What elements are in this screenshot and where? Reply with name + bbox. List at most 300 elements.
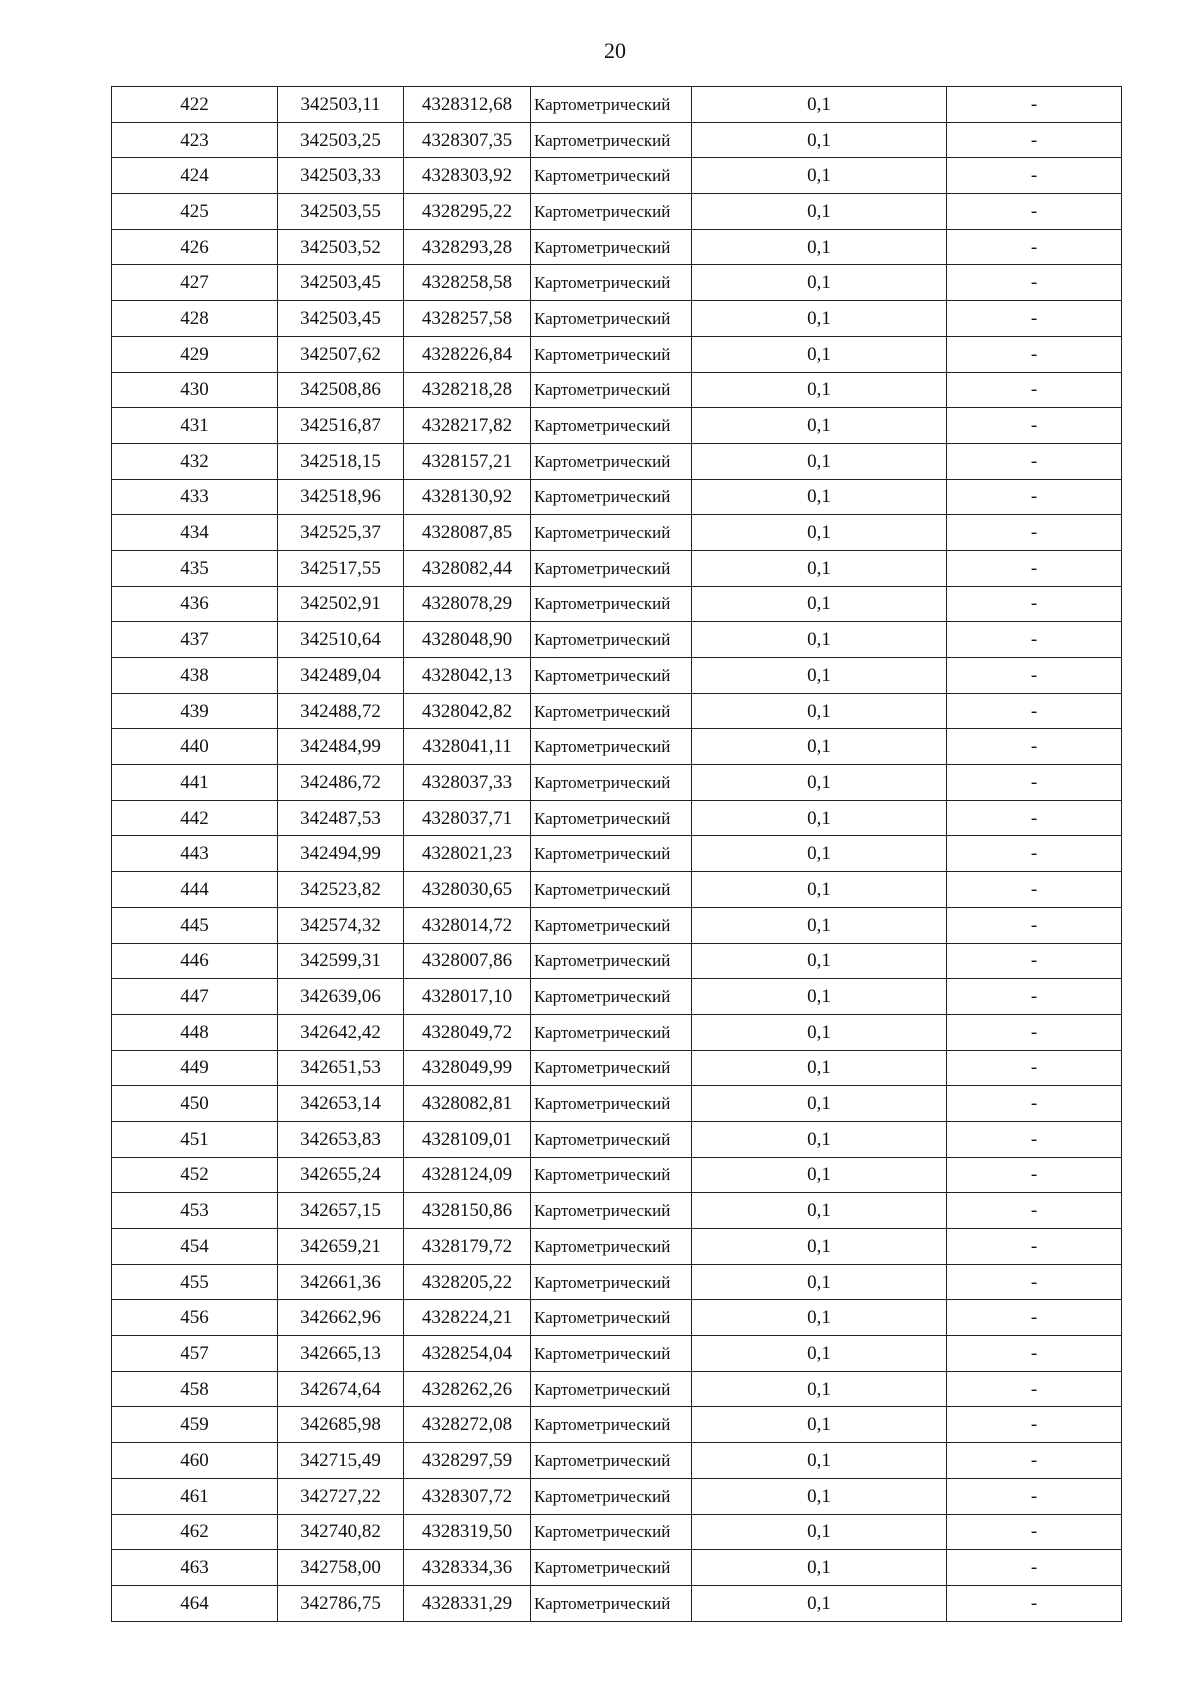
point-number-cell: 464 — [112, 1585, 278, 1621]
note-cell: - — [947, 1086, 1122, 1122]
note-cell: - — [947, 1514, 1122, 1550]
accuracy-cell: 0,1 — [692, 479, 947, 515]
y-coordinate-cell: 4328272,08 — [404, 1407, 531, 1443]
y-coordinate-cell: 4328297,59 — [404, 1443, 531, 1479]
method-cell: Картометрический — [531, 586, 692, 622]
table-row — [112, 1585, 1122, 1621]
x-coordinate-cell: 342508,86 — [278, 372, 404, 408]
table-row — [112, 979, 1122, 1015]
point-number-cell: 432 — [112, 443, 278, 479]
y-coordinate-cell: 4328307,72 — [404, 1478, 531, 1514]
accuracy-cell: 0,1 — [692, 586, 947, 622]
y-coordinate-cell: 4328262,26 — [404, 1371, 531, 1407]
accuracy-cell: 0,1 — [692, 872, 947, 908]
method-cell: Картометрический — [531, 943, 692, 979]
x-coordinate-cell: 342661,36 — [278, 1264, 404, 1300]
x-coordinate-cell: 342503,52 — [278, 229, 404, 265]
method-cell: Картометрический — [531, 515, 692, 551]
method-cell: Картометрический — [531, 372, 692, 408]
accuracy-cell: 0,1 — [692, 87, 947, 123]
note-cell: - — [947, 122, 1122, 158]
note-cell: - — [947, 1121, 1122, 1157]
x-coordinate-cell: 342758,00 — [278, 1550, 404, 1586]
y-coordinate-cell: 4328218,28 — [404, 372, 531, 408]
note-cell: - — [947, 443, 1122, 479]
accuracy-cell: 0,1 — [692, 408, 947, 444]
y-coordinate-cell: 4328226,84 — [404, 336, 531, 372]
x-coordinate-cell: 342599,31 — [278, 943, 404, 979]
table-row — [112, 336, 1122, 372]
method-cell: Картометрический — [531, 1157, 692, 1193]
x-coordinate-cell: 342502,91 — [278, 586, 404, 622]
note-cell: - — [947, 301, 1122, 337]
coordinates-table — [111, 86, 1122, 1622]
x-coordinate-cell: 342657,15 — [278, 1193, 404, 1229]
point-number-cell: 431 — [112, 408, 278, 444]
note-cell: - — [947, 872, 1122, 908]
y-coordinate-cell: 4328157,21 — [404, 443, 531, 479]
accuracy-cell: 0,1 — [692, 836, 947, 872]
table-row — [112, 1371, 1122, 1407]
table-row — [112, 1407, 1122, 1443]
x-coordinate-cell: 342525,37 — [278, 515, 404, 551]
y-coordinate-cell: 4328021,23 — [404, 836, 531, 872]
table-row — [112, 158, 1122, 194]
y-coordinate-cell: 4328150,86 — [404, 1193, 531, 1229]
method-cell: Картометрический — [531, 194, 692, 230]
note-cell: - — [947, 1050, 1122, 1086]
method-cell: Картометрический — [531, 550, 692, 586]
y-coordinate-cell: 4328042,82 — [404, 693, 531, 729]
table-row — [112, 87, 1122, 123]
note-cell: - — [947, 765, 1122, 801]
accuracy-cell: 0,1 — [692, 122, 947, 158]
accuracy-cell: 0,1 — [692, 1300, 947, 1336]
note-cell: - — [947, 1336, 1122, 1372]
x-coordinate-cell: 342503,45 — [278, 301, 404, 337]
method-cell: Картометрический — [531, 1193, 692, 1229]
x-coordinate-cell: 342503,55 — [278, 194, 404, 230]
x-coordinate-cell: 342642,42 — [278, 1014, 404, 1050]
table-row — [112, 122, 1122, 158]
point-number-cell: 426 — [112, 229, 278, 265]
y-coordinate-cell: 4328049,72 — [404, 1014, 531, 1050]
method-cell: Картометрический — [531, 1371, 692, 1407]
y-coordinate-cell: 4328295,22 — [404, 194, 531, 230]
y-coordinate-cell: 4328014,72 — [404, 907, 531, 943]
y-coordinate-cell: 4328205,22 — [404, 1264, 531, 1300]
point-number-cell: 436 — [112, 586, 278, 622]
table-row — [112, 693, 1122, 729]
accuracy-cell: 0,1 — [692, 765, 947, 801]
x-coordinate-cell: 342503,25 — [278, 122, 404, 158]
x-coordinate-cell: 342503,33 — [278, 158, 404, 194]
method-cell: Картометрический — [531, 979, 692, 1015]
y-coordinate-cell: 4328258,58 — [404, 265, 531, 301]
table-row — [112, 1550, 1122, 1586]
note-cell: - — [947, 836, 1122, 872]
accuracy-cell: 0,1 — [692, 1086, 947, 1122]
table-row — [112, 229, 1122, 265]
note-cell: - — [947, 979, 1122, 1015]
method-cell: Картометрический — [531, 836, 692, 872]
table-row — [112, 443, 1122, 479]
table-row — [112, 408, 1122, 444]
point-number-cell: 433 — [112, 479, 278, 515]
table-row — [112, 515, 1122, 551]
x-coordinate-cell: 342662,96 — [278, 1300, 404, 1336]
table-row — [112, 1229, 1122, 1265]
x-coordinate-cell: 342727,22 — [278, 1478, 404, 1514]
point-number-cell: 462 — [112, 1514, 278, 1550]
method-cell: Картометрический — [531, 265, 692, 301]
table-row — [112, 1336, 1122, 1372]
y-coordinate-cell: 4328087,85 — [404, 515, 531, 551]
accuracy-cell: 0,1 — [692, 729, 947, 765]
method-cell: Картометрический — [531, 693, 692, 729]
point-number-cell: 427 — [112, 265, 278, 301]
point-number-cell: 459 — [112, 1407, 278, 1443]
y-coordinate-cell: 4328109,01 — [404, 1121, 531, 1157]
table-row — [112, 800, 1122, 836]
y-coordinate-cell: 4328224,21 — [404, 1300, 531, 1336]
x-coordinate-cell: 342494,99 — [278, 836, 404, 872]
y-coordinate-cell: 4328124,09 — [404, 1157, 531, 1193]
note-cell: - — [947, 1407, 1122, 1443]
y-coordinate-cell: 4328007,86 — [404, 943, 531, 979]
x-coordinate-cell: 342674,64 — [278, 1371, 404, 1407]
note-cell: - — [947, 1157, 1122, 1193]
table-row — [112, 194, 1122, 230]
note-cell: - — [947, 1371, 1122, 1407]
note-cell: - — [947, 1585, 1122, 1621]
x-coordinate-cell: 342685,98 — [278, 1407, 404, 1443]
y-coordinate-cell: 4328049,99 — [404, 1050, 531, 1086]
accuracy-cell: 0,1 — [692, 693, 947, 729]
point-number-cell: 423 — [112, 122, 278, 158]
method-cell: Картометрический — [531, 87, 692, 123]
page-number: 20 — [604, 38, 626, 63]
x-coordinate-cell: 342503,11 — [278, 87, 404, 123]
note-cell: - — [947, 800, 1122, 836]
point-number-cell: 460 — [112, 1443, 278, 1479]
accuracy-cell: 0,1 — [692, 265, 947, 301]
point-number-cell: 428 — [112, 301, 278, 337]
accuracy-cell: 0,1 — [692, 158, 947, 194]
method-cell: Картометрический — [531, 622, 692, 658]
point-number-cell: 461 — [112, 1478, 278, 1514]
note-cell: - — [947, 265, 1122, 301]
y-coordinate-cell: 4328037,71 — [404, 800, 531, 836]
y-coordinate-cell: 4328319,50 — [404, 1514, 531, 1550]
point-number-cell: 434 — [112, 515, 278, 551]
table-row — [112, 301, 1122, 337]
accuracy-cell: 0,1 — [692, 943, 947, 979]
point-number-cell: 440 — [112, 729, 278, 765]
table-row — [112, 1086, 1122, 1122]
y-coordinate-cell: 4328082,81 — [404, 1086, 531, 1122]
point-number-cell: 458 — [112, 1371, 278, 1407]
x-coordinate-cell: 342653,14 — [278, 1086, 404, 1122]
point-number-cell: 449 — [112, 1050, 278, 1086]
accuracy-cell: 0,1 — [692, 1478, 947, 1514]
point-number-cell: 443 — [112, 836, 278, 872]
point-number-cell: 445 — [112, 907, 278, 943]
point-number-cell: 437 — [112, 622, 278, 658]
note-cell: - — [947, 586, 1122, 622]
accuracy-cell: 0,1 — [692, 515, 947, 551]
table-row — [112, 1478, 1122, 1514]
note-cell: - — [947, 658, 1122, 694]
accuracy-cell: 0,1 — [692, 622, 947, 658]
method-cell: Картометрический — [531, 1443, 692, 1479]
x-coordinate-cell: 342655,24 — [278, 1157, 404, 1193]
note-cell: - — [947, 372, 1122, 408]
method-cell: Картометрический — [531, 1086, 692, 1122]
method-cell: Картометрический — [531, 1229, 692, 1265]
table-row — [112, 1300, 1122, 1336]
x-coordinate-cell: 342639,06 — [278, 979, 404, 1015]
table-row — [112, 1514, 1122, 1550]
accuracy-cell: 0,1 — [692, 658, 947, 694]
note-cell: - — [947, 693, 1122, 729]
x-coordinate-cell: 342523,82 — [278, 872, 404, 908]
accuracy-cell: 0,1 — [692, 1550, 947, 1586]
y-coordinate-cell: 4328293,28 — [404, 229, 531, 265]
accuracy-cell: 0,1 — [692, 1157, 947, 1193]
accuracy-cell: 0,1 — [692, 1050, 947, 1086]
point-number-cell: 450 — [112, 1086, 278, 1122]
x-coordinate-cell: 342740,82 — [278, 1514, 404, 1550]
x-coordinate-cell: 342517,55 — [278, 550, 404, 586]
x-coordinate-cell: 342487,53 — [278, 800, 404, 836]
y-coordinate-cell: 4328042,13 — [404, 658, 531, 694]
table-row — [112, 1157, 1122, 1193]
x-coordinate-cell: 342484,99 — [278, 729, 404, 765]
method-cell: Картометрический — [531, 800, 692, 836]
note-cell: - — [947, 1443, 1122, 1479]
accuracy-cell: 0,1 — [692, 1014, 947, 1050]
point-number-cell: 455 — [112, 1264, 278, 1300]
method-cell: Картометрический — [531, 1336, 692, 1372]
table-row — [112, 1264, 1122, 1300]
accuracy-cell: 0,1 — [692, 1371, 947, 1407]
x-coordinate-cell: 342786,75 — [278, 1585, 404, 1621]
method-cell: Картометрический — [531, 729, 692, 765]
table-row — [112, 372, 1122, 408]
point-number-cell: 457 — [112, 1336, 278, 1372]
accuracy-cell: 0,1 — [692, 907, 947, 943]
point-number-cell: 444 — [112, 872, 278, 908]
note-cell: - — [947, 479, 1122, 515]
method-cell: Картометрический — [531, 229, 692, 265]
note-cell: - — [947, 158, 1122, 194]
table-row — [112, 658, 1122, 694]
accuracy-cell: 0,1 — [692, 550, 947, 586]
table-row — [112, 550, 1122, 586]
accuracy-cell: 0,1 — [692, 194, 947, 230]
point-number-cell: 429 — [112, 336, 278, 372]
accuracy-cell: 0,1 — [692, 1407, 947, 1443]
accuracy-cell: 0,1 — [692, 1264, 947, 1300]
method-cell: Картометрический — [531, 1050, 692, 1086]
x-coordinate-cell: 342489,04 — [278, 658, 404, 694]
x-coordinate-cell: 342715,49 — [278, 1443, 404, 1479]
y-coordinate-cell: 4328331,29 — [404, 1585, 531, 1621]
y-coordinate-cell: 4328303,92 — [404, 158, 531, 194]
x-coordinate-cell: 342488,72 — [278, 693, 404, 729]
table-row — [112, 1014, 1122, 1050]
coordinates-table-body — [112, 87, 1122, 1622]
point-number-cell: 453 — [112, 1193, 278, 1229]
x-coordinate-cell: 342486,72 — [278, 765, 404, 801]
note-cell: - — [947, 194, 1122, 230]
point-number-cell: 442 — [112, 800, 278, 836]
point-number-cell: 430 — [112, 372, 278, 408]
y-coordinate-cell: 4328078,29 — [404, 586, 531, 622]
point-number-cell: 438 — [112, 658, 278, 694]
method-cell: Картометрический — [531, 1550, 692, 1586]
accuracy-cell: 0,1 — [692, 336, 947, 372]
method-cell: Картометрический — [531, 1014, 692, 1050]
y-coordinate-cell: 4328082,44 — [404, 550, 531, 586]
method-cell: Картометрический — [531, 479, 692, 515]
point-number-cell: 422 — [112, 87, 278, 123]
x-coordinate-cell: 342653,83 — [278, 1121, 404, 1157]
point-number-cell: 456 — [112, 1300, 278, 1336]
accuracy-cell: 0,1 — [692, 1229, 947, 1265]
y-coordinate-cell: 4328179,72 — [404, 1229, 531, 1265]
y-coordinate-cell: 4328217,82 — [404, 408, 531, 444]
accuracy-cell: 0,1 — [692, 1443, 947, 1479]
note-cell: - — [947, 622, 1122, 658]
accuracy-cell: 0,1 — [692, 1336, 947, 1372]
method-cell: Картометрический — [531, 658, 692, 694]
point-number-cell: 424 — [112, 158, 278, 194]
method-cell: Картометрический — [531, 872, 692, 908]
method-cell: Картометрический — [531, 336, 692, 372]
x-coordinate-cell: 342518,15 — [278, 443, 404, 479]
table-row — [112, 586, 1122, 622]
note-cell: - — [947, 1264, 1122, 1300]
note-cell: - — [947, 229, 1122, 265]
note-cell: - — [947, 515, 1122, 551]
point-number-cell: 463 — [112, 1550, 278, 1586]
method-cell: Картометрический — [531, 1514, 692, 1550]
table-row — [112, 479, 1122, 515]
accuracy-cell: 0,1 — [692, 229, 947, 265]
point-number-cell: 425 — [112, 194, 278, 230]
point-number-cell: 452 — [112, 1157, 278, 1193]
x-coordinate-cell: 342507,62 — [278, 336, 404, 372]
note-cell: - — [947, 336, 1122, 372]
accuracy-cell: 0,1 — [692, 443, 947, 479]
note-cell: - — [947, 550, 1122, 586]
accuracy-cell: 0,1 — [692, 1121, 947, 1157]
y-coordinate-cell: 4328334,36 — [404, 1550, 531, 1586]
y-coordinate-cell: 4328307,35 — [404, 122, 531, 158]
y-coordinate-cell: 4328048,90 — [404, 622, 531, 658]
accuracy-cell: 0,1 — [692, 301, 947, 337]
y-coordinate-cell: 4328254,04 — [404, 1336, 531, 1372]
method-cell: Картометрический — [531, 408, 692, 444]
point-number-cell: 447 — [112, 979, 278, 1015]
note-cell: - — [947, 943, 1122, 979]
table-row — [112, 1193, 1122, 1229]
method-cell: Картометрический — [531, 122, 692, 158]
method-cell: Картометрический — [531, 1121, 692, 1157]
x-coordinate-cell: 342518,96 — [278, 479, 404, 515]
method-cell: Картометрический — [531, 158, 692, 194]
accuracy-cell: 0,1 — [692, 1514, 947, 1550]
table-row — [112, 836, 1122, 872]
note-cell: - — [947, 1229, 1122, 1265]
table-row — [112, 907, 1122, 943]
point-number-cell: 439 — [112, 693, 278, 729]
x-coordinate-cell: 342516,87 — [278, 408, 404, 444]
table-row — [112, 1443, 1122, 1479]
table-row — [112, 1121, 1122, 1157]
point-number-cell: 451 — [112, 1121, 278, 1157]
accuracy-cell: 0,1 — [692, 800, 947, 836]
note-cell: - — [947, 1300, 1122, 1336]
method-cell: Картометрический — [531, 1585, 692, 1621]
y-coordinate-cell: 4328257,58 — [404, 301, 531, 337]
note-cell: - — [947, 87, 1122, 123]
note-cell: - — [947, 1014, 1122, 1050]
accuracy-cell: 0,1 — [692, 1585, 947, 1621]
y-coordinate-cell: 4328312,68 — [404, 87, 531, 123]
table-row — [112, 729, 1122, 765]
point-number-cell: 446 — [112, 943, 278, 979]
x-coordinate-cell: 342651,53 — [278, 1050, 404, 1086]
method-cell: Картометрический — [531, 765, 692, 801]
note-cell: - — [947, 1478, 1122, 1514]
point-number-cell: 435 — [112, 550, 278, 586]
y-coordinate-cell: 4328030,65 — [404, 872, 531, 908]
note-cell: - — [947, 729, 1122, 765]
point-number-cell: 448 — [112, 1014, 278, 1050]
method-cell: Картометрический — [531, 443, 692, 479]
table-row — [112, 943, 1122, 979]
accuracy-cell: 0,1 — [692, 1193, 947, 1229]
x-coordinate-cell: 342574,32 — [278, 907, 404, 943]
x-coordinate-cell: 342659,21 — [278, 1229, 404, 1265]
method-cell: Картометрический — [531, 1478, 692, 1514]
y-coordinate-cell: 4328017,10 — [404, 979, 531, 1015]
method-cell: Картометрический — [531, 1264, 692, 1300]
table-row — [112, 1050, 1122, 1086]
table-row — [112, 872, 1122, 908]
y-coordinate-cell: 4328037,33 — [404, 765, 531, 801]
point-number-cell: 454 — [112, 1229, 278, 1265]
point-number-cell: 441 — [112, 765, 278, 801]
method-cell: Картометрический — [531, 907, 692, 943]
y-coordinate-cell: 4328041,11 — [404, 729, 531, 765]
y-coordinate-cell: 4328130,92 — [404, 479, 531, 515]
table-row — [112, 265, 1122, 301]
x-coordinate-cell: 342510,64 — [278, 622, 404, 658]
x-coordinate-cell: 342503,45 — [278, 265, 404, 301]
x-coordinate-cell: 342665,13 — [278, 1336, 404, 1372]
accuracy-cell: 0,1 — [692, 372, 947, 408]
accuracy-cell: 0,1 — [692, 979, 947, 1015]
table-row — [112, 765, 1122, 801]
note-cell: - — [947, 1550, 1122, 1586]
method-cell: Картометрический — [531, 1300, 692, 1336]
note-cell: - — [947, 907, 1122, 943]
note-cell: - — [947, 1193, 1122, 1229]
